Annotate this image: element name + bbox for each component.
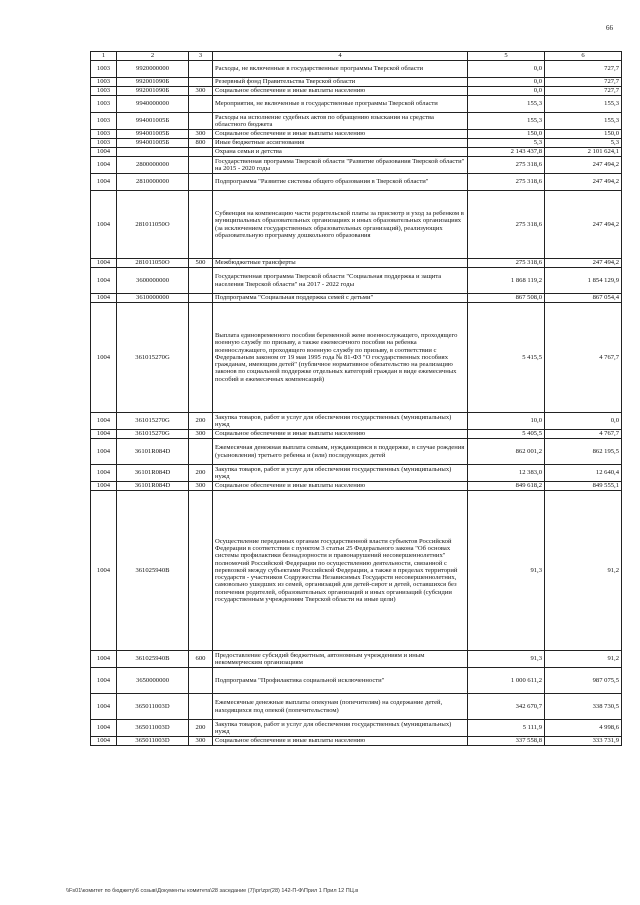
section-code-cell: 1003 bbox=[91, 130, 117, 139]
section-code-cell: 1004 bbox=[91, 737, 117, 746]
amount-year1-cell: 867 508,0 bbox=[468, 294, 545, 303]
expense-type-cell: 300 bbox=[189, 430, 213, 439]
description-cell: Государственная программа Тверской области "Социальная поддержка и защита населения Тверской области" на 2017 - 2022 годы bbox=[213, 268, 468, 294]
expense-type-cell bbox=[189, 694, 213, 720]
amount-year2-cell: 150,0 bbox=[545, 130, 622, 139]
budget-table bbox=[90, 51, 622, 746]
amount-year2-cell: 1 854 129,9 bbox=[545, 268, 622, 294]
expense-type-cell: 600 bbox=[189, 651, 213, 668]
amount-year2-cell: 247 494,2 bbox=[545, 191, 622, 259]
section-code-cell: 1004 bbox=[91, 651, 117, 668]
amount-year2-cell: 727,7 bbox=[545, 61, 622, 78]
table-row bbox=[91, 259, 622, 268]
section-code-cell: 1004 bbox=[91, 482, 117, 491]
amount-year1-cell: 91,3 bbox=[468, 651, 545, 668]
table-header-row bbox=[91, 52, 622, 61]
section-code-cell: 1003 bbox=[91, 113, 117, 130]
section-code-cell: 1004 bbox=[91, 157, 117, 174]
section-code-cell: 1004 bbox=[91, 259, 117, 268]
description-cell: Социальное обеспечение и иные выплаты населению bbox=[213, 130, 468, 139]
section-code-cell: 1004 bbox=[91, 268, 117, 294]
expense-type-cell: 800 bbox=[189, 139, 213, 148]
target-article-cell: 36101R084D bbox=[117, 465, 189, 482]
expense-type-cell bbox=[189, 491, 213, 651]
amount-year1-cell: 0,0 bbox=[468, 78, 545, 87]
table-row bbox=[91, 139, 622, 148]
amount-year2-cell: 987 075,5 bbox=[545, 668, 622, 694]
amount-year2-cell: 5,3 bbox=[545, 139, 622, 148]
amount-year2-cell: 4 998,6 bbox=[545, 720, 622, 737]
description-cell: Подпрограмма "Развитие системы общего образования в Тверской области" bbox=[213, 174, 468, 191]
expense-type-cell bbox=[189, 191, 213, 259]
amount-year2-cell: 12 640,4 bbox=[545, 465, 622, 482]
amount-year1-cell: 1 000 611,2 bbox=[468, 668, 545, 694]
table-row bbox=[91, 482, 622, 491]
target-article-cell: 361015270G bbox=[117, 430, 189, 439]
amount-year2-cell: 91,2 bbox=[545, 491, 622, 651]
target-article-cell: 36101R084D bbox=[117, 482, 189, 491]
target-article-cell: 361025940В bbox=[117, 491, 189, 651]
amount-year2-cell: 4 767,7 bbox=[545, 430, 622, 439]
expense-type-cell bbox=[189, 148, 213, 157]
description-cell: Межбюджетные трансферты bbox=[213, 259, 468, 268]
description-cell: Резервный фонд Правительства Тверской области bbox=[213, 78, 468, 87]
amount-year1-cell: 275 318,6 bbox=[468, 259, 545, 268]
amount-year1-cell: 10,0 bbox=[468, 413, 545, 430]
target-article-cell: 361015270G bbox=[117, 303, 189, 413]
expense-type-cell: 300 bbox=[189, 130, 213, 139]
table-row bbox=[91, 491, 622, 651]
target-article-cell: 281011050О bbox=[117, 191, 189, 259]
description-cell: Охрана семьи и детства bbox=[213, 148, 468, 157]
amount-year1-cell: 337 558,8 bbox=[468, 737, 545, 746]
amount-year1-cell: 5 415,5 bbox=[468, 303, 545, 413]
description-cell: Социальное обеспечение и иные выплаты населению bbox=[213, 737, 468, 746]
section-code-cell: 1003 bbox=[91, 78, 117, 87]
section-code-cell: 1004 bbox=[91, 720, 117, 737]
table-row bbox=[91, 174, 622, 191]
table-row bbox=[91, 720, 622, 737]
amount-year1-cell: 12 383,0 bbox=[468, 465, 545, 482]
amount-year2-cell: 247 494,2 bbox=[545, 174, 622, 191]
section-code-cell: 1004 bbox=[91, 491, 117, 651]
section-code-cell: 1004 bbox=[91, 668, 117, 694]
amount-year1-cell: 155,3 bbox=[468, 113, 545, 130]
column-header-1: 1 bbox=[91, 52, 117, 61]
amount-year2-cell: 2 101 624,1 bbox=[545, 148, 622, 157]
target-article-cell: 2800000000 bbox=[117, 157, 189, 174]
description-cell: Выплата единовременного пособия беременной жене военнослужащего, проходящего военную службу по призыву, а также ежемесячного пособия на ребенка военнослужащего, проходящего военную службу по призыву, в соответствии с Федеральным законом от 19 мая 1995 года № 81-ФЗ "О государственных пособиях гражданам, имеющим детей" (публичное нормативное обязательство на реализацию законов по социальной поддержке отдельных категорий граждан в виде ежемесячных пособий и ежемесячных компенсаций) bbox=[213, 303, 468, 413]
target-article-cell: 3650000000 bbox=[117, 668, 189, 694]
description-cell: Подпрограмма "Социальная поддержка семей с детьми" bbox=[213, 294, 468, 303]
amount-year2-cell: 91,2 bbox=[545, 651, 622, 668]
description-cell: Государственная программа Тверской области "Развитие образования Тверской области" на 2015 - 2020 годы bbox=[213, 157, 468, 174]
column-header-6: 6 bbox=[545, 52, 622, 61]
table-row bbox=[91, 668, 622, 694]
description-cell: Расходы, не включенные в государственные программы Тверской области bbox=[213, 61, 468, 78]
description-cell: Закупка товаров, работ и услуг для обеспечения государственных (муниципальных) нужд bbox=[213, 413, 468, 430]
file-path-footer: \\Fs01\комитет по бюджету\6 созыв\Документы комитета\28 заседание (7)\pr\zpr(28) 142-П-Ф\Прил 1 Прил 12 ПЦ.в bbox=[66, 888, 359, 894]
expense-type-cell bbox=[189, 113, 213, 130]
amount-year1-cell: 91,3 bbox=[468, 491, 545, 651]
expense-type-cell: 200 bbox=[189, 720, 213, 737]
table-row bbox=[91, 694, 622, 720]
description-cell: Предоставление субсидий бюджетным, автономным учреждениям и иным некоммерческим организациям bbox=[213, 651, 468, 668]
target-article-cell: 9940000000 bbox=[117, 96, 189, 113]
section-code-cell: 1004 bbox=[91, 694, 117, 720]
amount-year1-cell: 0,0 bbox=[468, 61, 545, 78]
table-row bbox=[91, 465, 622, 482]
amount-year2-cell: 247 494,2 bbox=[545, 259, 622, 268]
target-article-cell: 994001005Б bbox=[117, 139, 189, 148]
column-header-2: 2 bbox=[117, 52, 189, 61]
table-row bbox=[91, 651, 622, 668]
expense-type-cell: 200 bbox=[189, 413, 213, 430]
description-cell: Иные бюджетные ассигнования bbox=[213, 139, 468, 148]
amount-year2-cell: 247 494,2 bbox=[545, 157, 622, 174]
amount-year2-cell: 4 767,7 bbox=[545, 303, 622, 413]
description-cell: Закупка товаров, работ и услуг для обеспечения государственных (муниципальных) нужд bbox=[213, 465, 468, 482]
section-code-cell: 1004 bbox=[91, 439, 117, 465]
amount-year2-cell: 867 054,4 bbox=[545, 294, 622, 303]
table-row bbox=[91, 303, 622, 413]
expense-type-cell bbox=[189, 439, 213, 465]
expense-type-cell bbox=[189, 157, 213, 174]
amount-year1-cell: 342 670,7 bbox=[468, 694, 545, 720]
table-row bbox=[91, 96, 622, 113]
section-code-cell: 1004 bbox=[91, 303, 117, 413]
amount-year2-cell: 333 731,9 bbox=[545, 737, 622, 746]
target-article-cell: 992001090Б bbox=[117, 78, 189, 87]
section-code-cell: 1004 bbox=[91, 174, 117, 191]
table-row bbox=[91, 268, 622, 294]
table-row bbox=[91, 439, 622, 465]
target-article-cell: 3610000000 bbox=[117, 294, 189, 303]
table-row bbox=[91, 737, 622, 746]
target-article-cell: 365011003D bbox=[117, 720, 189, 737]
amount-year1-cell: 155,3 bbox=[468, 96, 545, 113]
section-code-cell: 1003 bbox=[91, 87, 117, 96]
target-article-cell: 361025940В bbox=[117, 651, 189, 668]
amount-year1-cell: 1 868 119,2 bbox=[468, 268, 545, 294]
table-body bbox=[91, 61, 622, 746]
amount-year2-cell: 0,0 bbox=[545, 413, 622, 430]
amount-year1-cell: 5,3 bbox=[468, 139, 545, 148]
section-code-cell: 1003 bbox=[91, 139, 117, 148]
target-article-cell: 365011003D bbox=[117, 737, 189, 746]
target-article-cell: 994001005Б bbox=[117, 130, 189, 139]
description-cell: Ежемесячные денежные выплаты опекунам (попечителям) на содержание детей, находящихся под опекой (попечительством) bbox=[213, 694, 468, 720]
page-number: 66 bbox=[606, 24, 613, 32]
amount-year1-cell: 150,0 bbox=[468, 130, 545, 139]
description-cell: Социальное обеспечение и иные выплаты населению bbox=[213, 87, 468, 96]
amount-year1-cell: 275 318,6 bbox=[468, 157, 545, 174]
table-row bbox=[91, 157, 622, 174]
target-article-cell: 2810000000 bbox=[117, 174, 189, 191]
expense-type-cell bbox=[189, 303, 213, 413]
target-article-cell: 3600000000 bbox=[117, 268, 189, 294]
expense-type-cell: 300 bbox=[189, 87, 213, 96]
section-code-cell: 1004 bbox=[91, 465, 117, 482]
section-code-cell: 1004 bbox=[91, 430, 117, 439]
table-row bbox=[91, 191, 622, 259]
section-code-cell: 1004 bbox=[91, 191, 117, 259]
amount-year1-cell: 5 405,5 bbox=[468, 430, 545, 439]
amount-year2-cell: 727,7 bbox=[545, 87, 622, 96]
table-row bbox=[91, 113, 622, 130]
amount-year2-cell: 155,3 bbox=[545, 96, 622, 113]
description-cell: Мероприятия, не включенные в государственные программы Тверской области bbox=[213, 96, 468, 113]
description-cell: Осуществление переданных органам государственной власти субъектов Российской Федерации в соответствии с пунктом 3 статьи 25 Федерального закона "Об основах системы профилактики безнадзорности и правонарушений несовершеннолетних" полномочий Российской Федерации по осуществлению деятельности, связанной с перевозкой между субъектами Российской Федерации, а также в пределах территорий государств - участников Содружества Независимых Государств несовершеннолетних, самовольно ушедших из семей, организаций для детей-сирот и детей, оставшихся без попечения родителей, образовательных организаций и иных организаций (субсидии государственным учреждениям Тверской области на иные цели) bbox=[213, 491, 468, 651]
amount-year2-cell: 862 195,5 bbox=[545, 439, 622, 465]
description-cell: Расходы на исполнение судебных актов по обращению взыскания на средства областного бюджета bbox=[213, 113, 468, 130]
expense-type-cell: 500 bbox=[189, 259, 213, 268]
expense-type-cell bbox=[189, 96, 213, 113]
amount-year1-cell: 275 318,6 bbox=[468, 191, 545, 259]
amount-year1-cell: 275 318,6 bbox=[468, 174, 545, 191]
target-article-cell: 994001005Б bbox=[117, 113, 189, 130]
column-header-4: 4 bbox=[213, 52, 468, 61]
description-cell: Субвенция на компенсацию части родительской платы за присмотр и уход за ребенком в муниципальных образовательных организациях и иных образовательных организациях (за исключением государственных образовательных организаций), реализующих образовательную программу дошкольного образования bbox=[213, 191, 468, 259]
expense-type-cell bbox=[189, 668, 213, 694]
description-cell: Подпрограмма "Профилактика социальной исключенности" bbox=[213, 668, 468, 694]
amount-year1-cell: 0,0 bbox=[468, 87, 545, 96]
section-code-cell: 1003 bbox=[91, 61, 117, 78]
expense-type-cell: 200 bbox=[189, 465, 213, 482]
table-row bbox=[91, 148, 622, 157]
section-code-cell: 1003 bbox=[91, 96, 117, 113]
section-code-cell: 1004 bbox=[91, 148, 117, 157]
section-code-cell: 1004 bbox=[91, 294, 117, 303]
section-code-cell: 1004 bbox=[91, 413, 117, 430]
amount-year1-cell: 2 143 437,8 bbox=[468, 148, 545, 157]
expense-type-cell bbox=[189, 174, 213, 191]
description-cell: Социальное обеспечение и иные выплаты населению bbox=[213, 430, 468, 439]
amount-year2-cell: 849 555,1 bbox=[545, 482, 622, 491]
table-row bbox=[91, 294, 622, 303]
amount-year2-cell: 155,3 bbox=[545, 113, 622, 130]
amount-year2-cell: 727,7 bbox=[545, 78, 622, 87]
amount-year1-cell: 849 618,2 bbox=[468, 482, 545, 491]
target-article-cell: 361015270G bbox=[117, 413, 189, 430]
target-article-cell: 9920000000 bbox=[117, 61, 189, 78]
description-cell: Закупка товаров, работ и услуг для обеспечения государственных (муниципальных) нужд bbox=[213, 720, 468, 737]
expense-type-cell bbox=[189, 268, 213, 294]
target-article-cell: 281011050О bbox=[117, 259, 189, 268]
column-header-5: 5 bbox=[468, 52, 545, 61]
target-article-cell: 992001090Б bbox=[117, 87, 189, 96]
target-article-cell bbox=[117, 148, 189, 157]
table-row bbox=[91, 78, 622, 87]
table-row bbox=[91, 130, 622, 139]
table-row bbox=[91, 413, 622, 430]
column-header-3: 3 bbox=[189, 52, 213, 61]
table-row bbox=[91, 61, 622, 78]
expense-type-cell bbox=[189, 294, 213, 303]
amount-year2-cell: 338 730,5 bbox=[545, 694, 622, 720]
target-article-cell: 365011003D bbox=[117, 694, 189, 720]
expense-type-cell bbox=[189, 61, 213, 78]
description-cell: Ежемесячная денежная выплата семьям, нуждающимся в поддержке, в случае рождения (усыновления) третьего ребенка и (или) последующих детей bbox=[213, 439, 468, 465]
amount-year1-cell: 862 001,2 bbox=[468, 439, 545, 465]
table-row bbox=[91, 87, 622, 96]
expense-type-cell bbox=[189, 78, 213, 87]
expense-type-cell: 300 bbox=[189, 482, 213, 491]
amount-year1-cell: 5 111,9 bbox=[468, 720, 545, 737]
target-article-cell: 36101R084D bbox=[117, 439, 189, 465]
description-cell: Социальное обеспечение и иные выплаты населению bbox=[213, 482, 468, 491]
expense-type-cell: 300 bbox=[189, 737, 213, 746]
table-row bbox=[91, 430, 622, 439]
